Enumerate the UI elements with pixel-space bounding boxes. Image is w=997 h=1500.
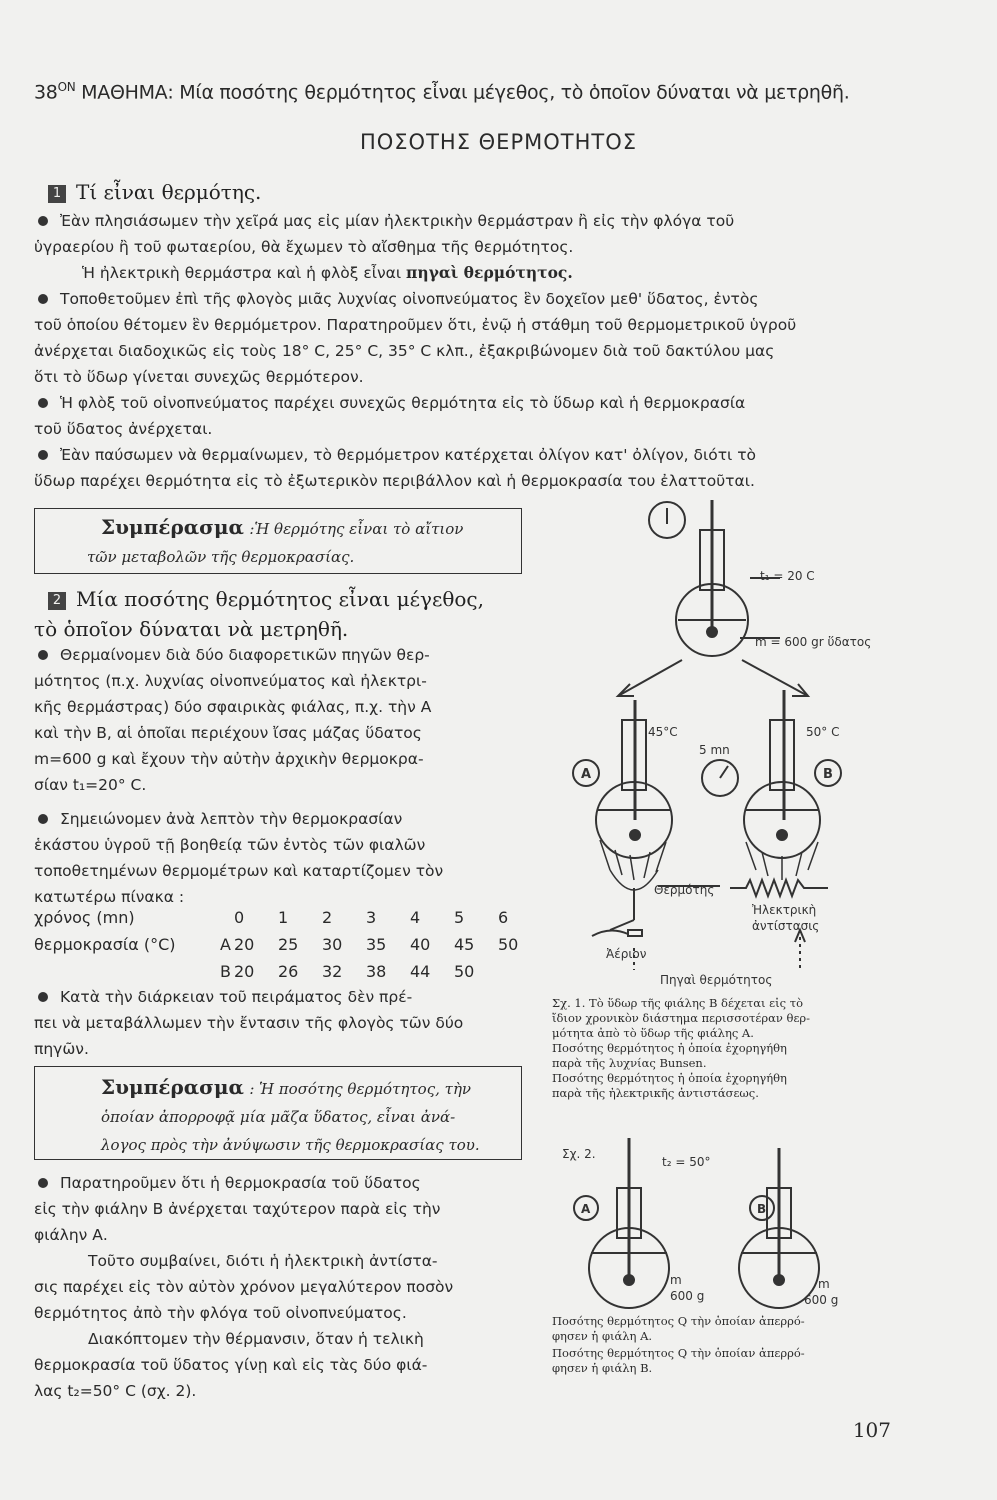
section1-body — [34, 208, 964, 494]
text-line: Ἐὰν παύσωμεν νὰ θερμαίνωμεν, τὸ θερμόμετρον κατέρχεται ὀλίγον κατ' ὀλίγον, διότι τὸ — [60, 446, 757, 464]
figure-label: Θερμότης — [654, 883, 715, 897]
figure-label: Ἀέριον — [606, 947, 647, 961]
flask-label: A — [581, 1202, 591, 1216]
text-line: λας t₂=50° C (σχ. 2). — [34, 1382, 197, 1400]
figure-label: m = 600 gr ὕδατος — [755, 635, 872, 649]
text-line: Σημειώνομεν ἀνὰ λεπτὸν τὴν θερμοκρασίαν — [60, 810, 403, 828]
text-line: τοῦ ὁποίου θέτομεν ἓν θερμόμετρον. Παρατηροῦμεν ὅτι, ἐνῷ ἡ στάθμη τοῦ θερμομετρικοῦ ὑγροῦ — [34, 316, 797, 334]
text-line: θερμότητος ἀπὸ τὴν φλόγα τοῦ οἰνοπνεύματος. — [34, 1304, 407, 1322]
lesson-header — [34, 80, 849, 103]
bullet-icon — [38, 216, 48, 226]
conclusion-label: Συμπέρασμα — [101, 1075, 244, 1099]
bullet-icon — [38, 294, 48, 304]
text-line: κατωτέρω πίνακα : — [34, 888, 185, 906]
table-cell: 50 — [498, 935, 519, 954]
flask-label: B — [823, 767, 833, 782]
table-cell: 38 — [366, 962, 387, 981]
table-cell: 5 — [454, 908, 465, 927]
text-line: φιάλην Α. — [34, 1226, 108, 1244]
figure2-illustration — [552, 1128, 902, 1313]
section2-body-cont — [34, 984, 534, 1062]
table-cell: B — [220, 962, 231, 981]
flask-label: B — [757, 1202, 767, 1216]
figure-label: m — [670, 1273, 682, 1287]
section1-heading — [48, 180, 261, 204]
conclusion2-box — [34, 1066, 522, 1160]
table-cell: 30 — [322, 935, 343, 954]
temperature-table — [34, 904, 518, 985]
text-line: Τοῦτο συμβαίνει, διότι ἡ ἠλεκτρικὴ ἀντίστα- — [88, 1252, 438, 1270]
bullet-icon — [38, 1178, 48, 1188]
table-cell: 26 — [278, 962, 299, 981]
bullet-icon — [38, 814, 48, 824]
figure-label: Σχ. 2. — [562, 1147, 596, 1161]
table-cell: 45 — [454, 935, 475, 954]
table-cell: 40 — [410, 935, 431, 954]
conclusion-text: τῶν μεταβολῶν τῆς θερμοκρασίας. — [87, 548, 355, 566]
table-cell: 20 — [234, 935, 255, 954]
section1-number: 1 — [48, 185, 66, 203]
text-line: ὕδωρ παρέχει θερμότητα εἰς τὸ ἐξωτερικὸν περιβάλλον καὶ ἡ θερμοκρασία του ἐλαττοῦται. — [34, 472, 755, 490]
caption-line: Ποσότης θερμότητος ἡ ὁποία ἐχορηγήθη — [552, 1071, 787, 1085]
conclusion-label: Συμπέρασμα — [101, 515, 244, 539]
table-cell: 1 — [278, 908, 289, 927]
bullet-icon — [38, 398, 48, 408]
text-line: τοποθετημένων θερμομέτρων καὶ καταρτίζομεν τὸν — [34, 862, 444, 880]
table-row — [34, 958, 518, 985]
text-line: ὅτι τὸ ὕδωρ γίνεται συνεχῶς θερμότερον. — [34, 368, 364, 386]
table-label: θερμοκρασία (°C) — [34, 935, 176, 954]
caption-line: φησεν ἡ φιάλη Β. — [552, 1361, 653, 1375]
caption-line: Ποσότης θερμότητος ἡ ὁποία ἐχορηγήθη — [552, 1041, 787, 1055]
section2-body — [34, 642, 534, 910]
caption-line: Σχ. 1. Τὸ ὕδωρ τῆς φιάλης Β δέχεται εἰς τὸ — [552, 996, 804, 1010]
section2-heading — [34, 584, 484, 644]
conclusion-text: : Ἡ ποσότης θερμότητος, τὴν — [249, 1080, 472, 1098]
table-cell: 50 — [454, 962, 475, 981]
figure1-illustration — [570, 490, 900, 995]
table-cell: 3 — [366, 908, 377, 927]
caption-line: Ποσότης θερμότητος Q τὴν ὁποίαν ἀπερρό- — [552, 1314, 805, 1328]
caption-line: μότητα ἀπὸ τὸ ὕδωρ τῆς φιάλης Α. — [552, 1026, 754, 1040]
text-line: μότητος (π.χ. λυχνίας οἰνοπνεύματος καὶ ἠλεκτρι- — [34, 672, 427, 690]
bullet-icon — [38, 450, 48, 460]
text-line: Παρατηροῦμεν ὅτι ἡ θερμοκρασία τοῦ ὕδατος — [60, 1174, 421, 1192]
text-line: ὑγραερίου ἢ τοῦ φωταερίου, θὰ ἔχωμεν τὸ αἴσθημα τῆς θερμότητος. — [34, 238, 574, 256]
figure-label: 50° C — [806, 725, 840, 739]
figure-label: t₂ = 50° — [662, 1155, 711, 1169]
text-line: Διακόπτομεν τὴν θέρμανσιν, ὅταν ἡ τελικὴ — [88, 1330, 424, 1348]
page-number: 107 — [852, 1418, 891, 1442]
lesson-title: ΜΑΘΗΜΑ: Μία ποσότης θερμότητος εἶναι μέγεθος, τὸ ὁποῖον δύναται νὰ μετρηθῆ. — [81, 81, 850, 104]
section2-number: 2 — [48, 592, 66, 610]
text-line: Ἡ ἠλεκτρικὴ θερμάστρα καὶ ἡ φλὸξ εἶναι — [82, 264, 402, 282]
text-line: κῆς θερμάστρας) δύο σφαιρικὰς φιάλας, π.χ. τὴν Α — [34, 698, 432, 716]
text-line: ἀνέρχεται διαδοχικῶς εἰς τοὺς 18° C, 25° C, 35° C κλπ., ἐξακριβώνομεν διὰ τοῦ δακτύλου μας — [34, 342, 775, 360]
text-line: τοῦ ὕδατος ἀνέρχεται. — [34, 420, 213, 438]
text-line: θερμοκρασία τοῦ ὕδατος γίνῃ καὶ εἰς τὰς δύο φιά- — [34, 1356, 428, 1374]
text-line: καὶ τὴν Β, αἱ ὁποῖαι περιέχουν ἴσας μάζας ὕδατος — [34, 724, 422, 742]
text-line: Τοποθετοῦμεν ἐπὶ τῆς φλογὸς μιᾶς λυχνίας οἰνοπνεύματος ἓν δοχεῖον μεθ' ὕδατος, ἐντὸς — [60, 290, 759, 308]
resistor-icon — [730, 880, 828, 896]
text-line: σις παρέχει εἰς τὸν αὐτὸν χρόνον μεγαλύτερον ποσὸν — [34, 1278, 454, 1296]
table-row — [34, 904, 518, 931]
section1-title: Τί εἶναι θερμότης. — [76, 180, 262, 204]
bold-phrase: πηγαὶ θερμότητος. — [406, 263, 573, 282]
table-cell: 35 — [366, 935, 387, 954]
figure-label: m — [818, 1277, 830, 1291]
table-cell: 32 — [322, 962, 343, 981]
conclusion-text: :Ἡ θερμότης εἶναι τὸ αἴτιον — [249, 520, 464, 538]
figure-label: 45°C — [648, 725, 678, 739]
figure-label: ἀντίστασις — [752, 919, 820, 933]
text-line: Κατὰ τὴν διάρκειαν τοῦ πειράματος δὲν πρέ- — [60, 988, 413, 1006]
text-line: πηγῶν. — [34, 1040, 89, 1058]
figure-label: Πηγαὶ θερμότητος — [660, 973, 773, 987]
caption-line: ἴδιον χρονικὸν διάστημα περισσοτέραν θερ- — [552, 1011, 811, 1025]
bullet-icon — [38, 650, 48, 660]
text-line: Θερμαίνομεν διὰ δύο διαφορετικῶν πηγῶν θερ- — [60, 646, 430, 664]
conclusion-text: λογος πρὸς τὴν ἀνύψωσιν τῆς θερμοκρασίας του. — [101, 1136, 480, 1154]
caption-line: παρὰ τῆς ἠλεκτρικῆς ἀντιστάσεως. — [552, 1086, 759, 1100]
figure-label: 600 g — [804, 1293, 839, 1307]
table-cell: 6 — [498, 908, 509, 927]
text-line: σίαν t₁=20° C. — [34, 776, 147, 794]
text-line: ἑκάστου ὑγροῦ τῇ βοηθείᾳ τῶν ἐντὸς τῶν φιαλῶν — [34, 836, 426, 854]
figure1-caption — [552, 996, 902, 1101]
figure-label: Ἠλεκτρικὴ — [752, 903, 817, 917]
text-line: εἰς τὴν φιάλην Β ἀνέρχεται ταχύτερον παρὰ εἰς τὴν — [34, 1200, 441, 1218]
figure-label: 600 g — [670, 1289, 705, 1303]
table-cell: 0 — [234, 908, 245, 927]
table-row — [34, 931, 518, 958]
table-cell: 4 — [410, 908, 421, 927]
closing-body — [34, 1170, 534, 1404]
figure2-caption — [552, 1314, 902, 1376]
conclusion1-box — [34, 508, 522, 574]
section2-title: τὸ ὁποῖον δύναται νὰ μετρηθῆ. — [34, 617, 349, 641]
table-label: χρόνος (mn) — [34, 908, 135, 927]
lesson-suffix: ΟΝ — [57, 80, 76, 94]
table-cell: 25 — [278, 935, 299, 954]
text-line: m=600 g καὶ ἔχουν τὴν αὐτὴν ἀρχικὴν θερμοκρα- — [34, 750, 424, 768]
table-cell: 44 — [410, 962, 431, 981]
page-title: ΠΟΣΟΤΗΣ ΘΕΡΜΟΤΗΤΟΣ — [359, 130, 638, 154]
flask-label: A — [581, 767, 592, 782]
text-line: Ἡ φλὸξ τοῦ οἰνοπνεύματος παρέχει συνεχῶς θερμότητα εἰς τὸ ὕδωρ καὶ ἡ θερμοκρασία — [60, 394, 746, 412]
table-cell: 2 — [322, 908, 333, 927]
table-cell: A — [220, 935, 231, 954]
flask-b — [744, 782, 820, 858]
lesson-number: 38 — [34, 81, 58, 104]
caption-line: φησεν ἡ φιάλη Α. — [552, 1329, 653, 1343]
section2-title: Μία ποσότης θερμότητος εἶναι μέγεθος, — [76, 587, 484, 611]
figure-label: t₁ = 20 C — [760, 569, 815, 583]
table-cell: 20 — [234, 962, 255, 981]
text-line: πει νὰ μεταβάλλωμεν τὴν ἔντασιν τῆς φλογὸς τῶν δύο — [34, 1014, 464, 1032]
caption-line: Ποσότης θερμότητος Q τὴν ὁποίαν ἀπερρό- — [552, 1346, 805, 1360]
text-line: Ἐὰν πλησιάσωμεν τὴν χεῖρά μας εἰς μίαν ἠλεκτρικὴν θερμάστραν ἢ εἰς τὴν φλόγα τοῦ — [60, 212, 735, 230]
caption-line: παρὰ τῆς λυχνίας Bunsen. — [552, 1056, 707, 1070]
figure-label: 5 mn — [699, 743, 730, 757]
bullet-icon — [38, 992, 48, 1002]
conclusion-text: ὁποίαν ἀπορροφᾷ μία μᾶζα ὕδατος, εἶναι ἀνά- — [101, 1108, 456, 1126]
